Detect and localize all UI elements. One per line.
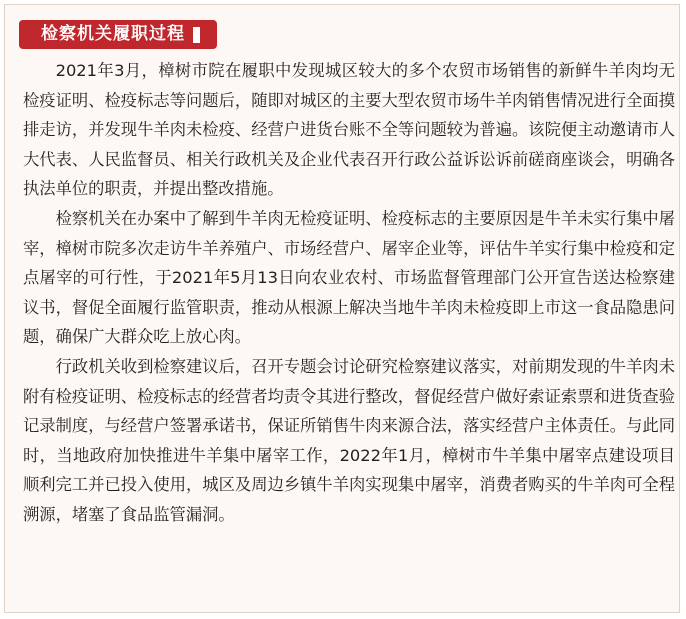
paragraph-3: 行政机关收到检察建议后，召开专题会讨论研究检察建议落实，对前期发现的牛羊肉未附有检疫证明、检疫标志的经营者均责令其进行整改，督促经营户做好索证索票和进货查验记录制度，与经营户签署承诺书，保证所销售牛肉来源合法，落实经营户主体责任。与此同时，当地政府加快推进牛羊集中屠宰工作，2022年1月，樟树市牛羊集中屠宰点建设项目顺利完工并已投入使用，城区及周边乡镇牛羊肉实现集中屠宰，消费者购买的牛羊肉可全程溯源，堵塞了食品监管漏洞。 xyxy=(23,356,675,524)
section-title: 检察机关履职过程 xyxy=(41,24,185,44)
article-body xyxy=(23,56,675,530)
paragraph-2: 检察机关在办案中了解到牛羊肉无检疫证明、检疫标志的主要原因是牛羊未实行集中屠宰，樟树市院多次走访牛羊养殖户、市场经营户、屠宰企业等，评估牛羊实行集中检疫和定点屠宰的可行性，于2021年5月13日向农业农村、市场监督管理部门公开宣告送达检察建议书，督促全面履行监管职责，推动从根源上解决当地牛羊肉未检疫即上市这一食品隐患问题，确保广大群众吃上放心肉。 xyxy=(23,208,675,347)
section-title-badge xyxy=(19,20,217,49)
title-bar-mark xyxy=(193,27,200,43)
paragraph-1: 2021年3月，樟树市院在履职中发现城区较大的多个农贸市场销售的新鲜牛羊肉均无检疫证明、检疫标志等问题后，随即对城区的主要大型农贸市场牛羊肉销售情况进行全面摸排走访，并发现牛羊肉未检疫、经营户进货台账不全等问题较为普遍。该院便主动邀请市人大代表、人民监督员、相关行政机关及企业代表召开行政公益诉讼诉前磋商座谈会，明确各执法单位的职责，并提出整改措施。 xyxy=(23,61,675,199)
article-card xyxy=(4,4,680,613)
